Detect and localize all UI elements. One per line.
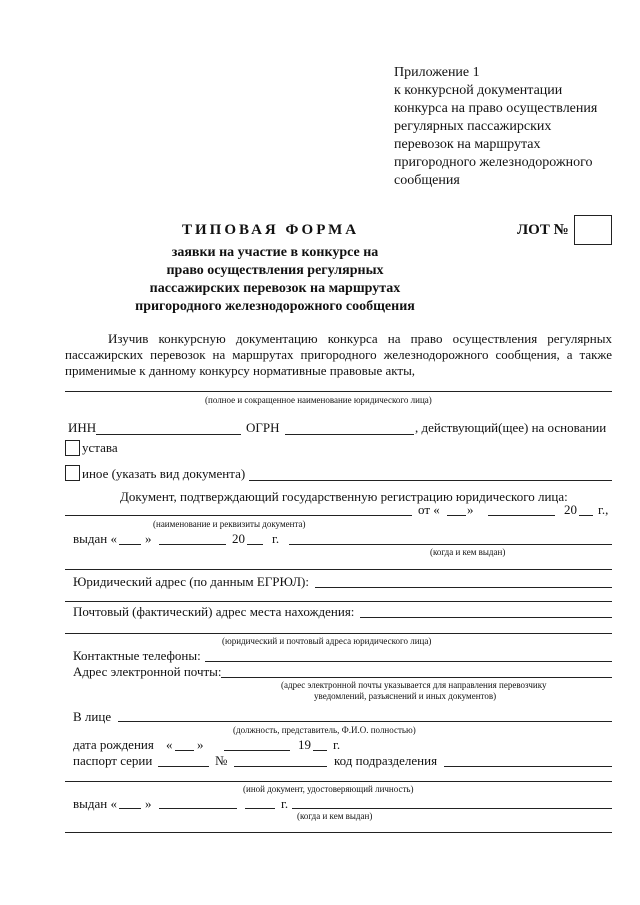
issued-day-field[interactable] xyxy=(119,544,141,545)
issued2-g: г. xyxy=(281,796,289,811)
division-code-label: код подразделения xyxy=(334,753,438,768)
reg-year-prefix: 20 xyxy=(564,502,577,517)
quote-close: » xyxy=(145,796,152,811)
caption-person: (должность, представитель, Ф.И.О. полностью) xyxy=(233,725,416,735)
issued-year-field[interactable] xyxy=(247,544,263,545)
issued2-label: выдан « xyxy=(73,796,117,811)
issued-by-field[interactable] xyxy=(289,544,612,545)
lot-number-field[interactable] xyxy=(574,215,612,245)
subtitle-line: право осуществления регулярных xyxy=(166,263,384,278)
quote-close: » xyxy=(145,531,152,546)
inn-label: ИНН xyxy=(68,420,97,435)
issued2-by-field[interactable] xyxy=(292,808,612,809)
reg-doc-label: Документ, подтверждающий государственную регистрацию юридического лица: xyxy=(120,489,568,504)
postal-address-field-2[interactable] xyxy=(65,633,612,634)
page-title: ТИПОВАЯ ФОРМА xyxy=(182,222,360,238)
birth-g: г. xyxy=(333,737,341,752)
appendix-line: регулярных пассажирских xyxy=(394,119,552,134)
ogrn-field[interactable] xyxy=(285,434,414,435)
appendix-line: Приложение 1 xyxy=(394,65,480,80)
birth-day-field[interactable] xyxy=(175,750,194,751)
appendix-line: перевозок на маршрутах xyxy=(394,137,541,152)
issued2-by-field-2[interactable] xyxy=(65,832,612,833)
legal-name-field[interactable] xyxy=(65,391,612,392)
birth-month-field[interactable] xyxy=(224,750,290,751)
caption-id: (иной документ, удостоверяющий личность) xyxy=(243,784,414,794)
issued-month-field[interactable] xyxy=(159,544,226,545)
quote-close: » xyxy=(197,737,204,752)
other-doc-label: иное (указать вид документа) xyxy=(82,466,246,481)
form-subtitle xyxy=(80,244,470,316)
issued2-year-field[interactable] xyxy=(245,808,275,809)
phones-field[interactable] xyxy=(205,661,612,662)
charter-checkbox[interactable] xyxy=(65,440,80,456)
birth-year-field[interactable] xyxy=(313,750,327,751)
caption-when2: (когда и кем выдан) xyxy=(297,811,373,821)
charter-label: устава xyxy=(82,440,118,455)
subtitle-line: заявки на участие в конкурсе на xyxy=(171,245,379,260)
legal-address-field-2[interactable] xyxy=(65,601,612,602)
appendix-line: конкурса на право осуществления xyxy=(394,101,598,116)
passport-series-label: паспорт серии xyxy=(73,753,153,768)
postal-address-field[interactable] xyxy=(360,617,612,618)
intro-line: применимые к данному конкурсу нормативные правовые акты, xyxy=(65,363,416,378)
division-code-field[interactable] xyxy=(444,766,612,767)
caption-addresses: (юридический и почтовый адреса юридического лица) xyxy=(222,636,432,646)
reg-from-label: от « xyxy=(418,502,440,517)
caption-legal-name: (полное и сокращенное наименование юридического лица) xyxy=(205,395,432,405)
other-doc-field[interactable] xyxy=(249,480,612,481)
issued2-month-field[interactable] xyxy=(159,808,237,809)
ogrn-label: ОГРН xyxy=(246,420,280,435)
year-suffix: г., xyxy=(598,502,609,517)
caption-email-1: (адрес электронной почты указывается для направления перевозчику xyxy=(281,680,547,690)
subtitle-line: пассажирских перевозок на маршрутах xyxy=(149,281,401,296)
lot-label: ЛОТ № xyxy=(517,222,569,238)
in-person-field[interactable] xyxy=(118,721,612,722)
intro-line: пассажирских перевозок на маршрутах пригородного железнодорожного сообщения, а также xyxy=(65,347,612,362)
subtitle-line: пригородного железнодорожного сообщения xyxy=(135,299,415,314)
reg-year-field[interactable] xyxy=(579,515,593,516)
intro-line: Изучив конкурсную документацию конкурса на право осуществления регулярных xyxy=(108,331,612,346)
inn-field[interactable] xyxy=(96,434,241,435)
quote-close: » xyxy=(467,502,474,517)
issued2-day-field[interactable] xyxy=(119,808,141,809)
issued-year-prefix: 20 xyxy=(232,531,245,546)
reg-day-field[interactable] xyxy=(447,515,466,516)
passport-series-field[interactable] xyxy=(158,766,209,767)
reg-doc-field[interactable] xyxy=(65,515,412,516)
caption-email-2: уведомлений, разъяснений и иных документов) xyxy=(314,691,497,701)
reg-month-field[interactable] xyxy=(488,515,555,516)
birth-date-label: дата рождения xyxy=(73,737,154,752)
phones-label: Контактные телефоны: xyxy=(73,648,201,663)
email-label: Адрес электронной почты: xyxy=(73,664,222,679)
birth-year-prefix: 19 xyxy=(298,737,311,752)
legal-address-field[interactable] xyxy=(315,587,612,588)
postal-address-label: Почтовый (фактический) адрес места нахождения: xyxy=(73,604,355,619)
appendix-line: сообщения xyxy=(394,173,460,188)
in-person-label: В лице xyxy=(73,709,112,724)
legal-address-label: Юридический адрес (по данным ЕГРЮЛ): xyxy=(73,574,309,589)
quote-open: « xyxy=(166,737,173,752)
caption-doc: (наименование и реквизиты документа) xyxy=(153,519,306,529)
other-doc-checkbox[interactable] xyxy=(65,465,80,481)
issued-label: выдан « xyxy=(73,531,117,546)
passport-number-field[interactable] xyxy=(234,766,327,767)
appendix-line: к конкурсной документации xyxy=(394,83,563,98)
acting-basis-label: , действующий(щее) на основании xyxy=(415,420,607,435)
issued-g: г. xyxy=(272,531,280,546)
caption-when: (когда и кем выдан) xyxy=(430,547,506,557)
issued-by-field-2[interactable] xyxy=(65,569,612,570)
appendix-note xyxy=(394,64,597,190)
passport-number-label: № xyxy=(215,753,228,768)
email-field[interactable] xyxy=(221,677,612,678)
appendix-line: пригородного железнодорожного xyxy=(394,155,593,170)
id-document-field[interactable] xyxy=(65,781,612,782)
